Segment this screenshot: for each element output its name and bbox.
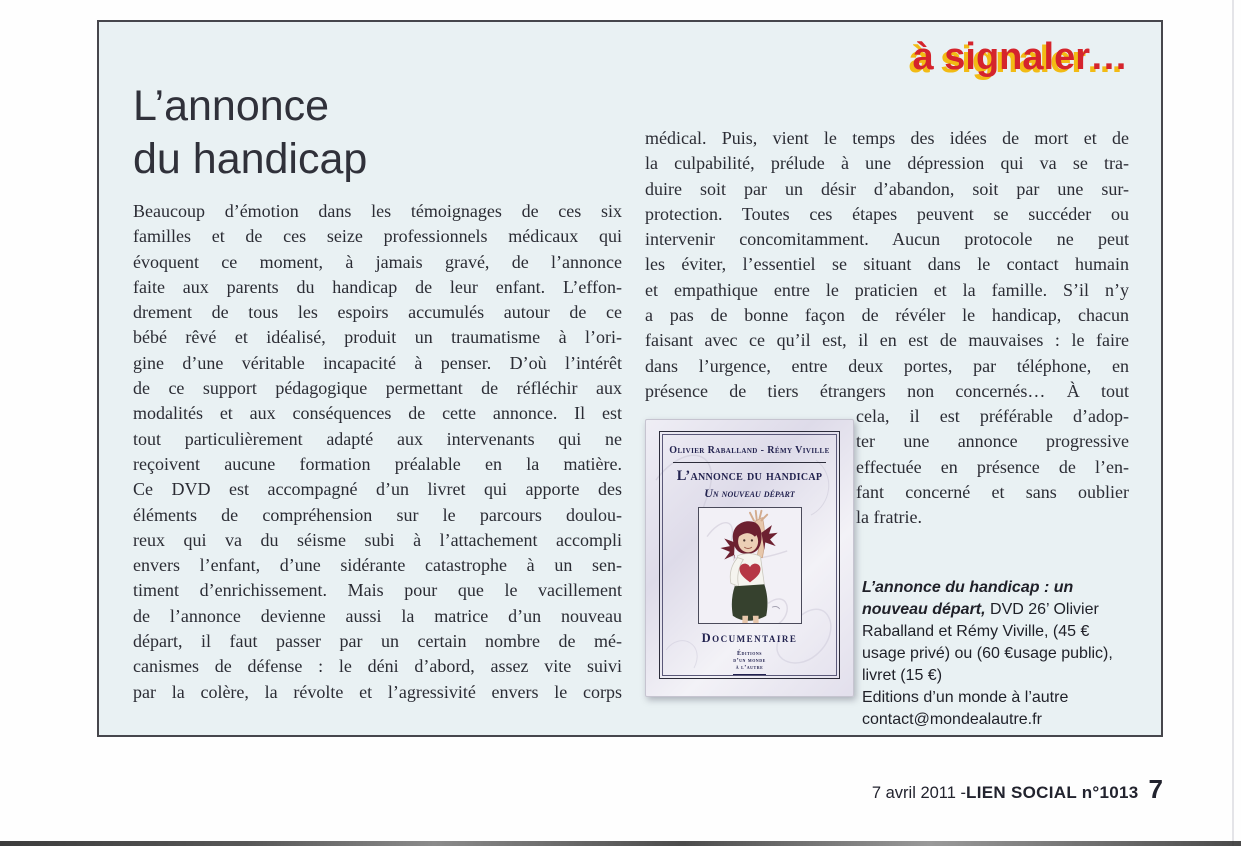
text-line: gine d’une véritable incapacité à penser. D’où l’intérêt xyxy=(133,352,622,373)
text-line: présence de tiers étrangers non concernés… À tout xyxy=(645,380,1129,401)
dvd-rule xyxy=(673,462,825,463)
dvd-genre: Documentaire xyxy=(701,631,798,645)
text-line: et empathique entre le praticien et la famille. S’il n’y xyxy=(645,279,1129,300)
text-line: médical. Puis, vient le temps des idées de mort et de xyxy=(645,128,1129,148)
caption-text xyxy=(862,577,1134,687)
text-line: la fratrie. xyxy=(856,507,922,528)
text-line: la culpabilité, prélude à une dépression qui va se tra- xyxy=(645,153,1129,174)
article-title-line2: du handicap xyxy=(133,135,368,183)
dvd-cover-frame xyxy=(659,431,840,679)
text-line: reçoivent aucune formation préalable en la matière. xyxy=(133,453,622,474)
caption-publisher: Editions d’un monde à l’autre xyxy=(862,689,1069,706)
text-line: familles et de ces seize professionnels médicaux qui xyxy=(133,226,622,247)
article-left-column xyxy=(133,199,622,705)
text-line: par la colère, la révolte et l’agressivité envers le corps xyxy=(133,681,622,702)
dvd-publisher-logo xyxy=(733,651,766,675)
article-title xyxy=(133,80,367,186)
scan-edge-line xyxy=(1232,0,1234,846)
section-label: à signaler… xyxy=(912,36,1128,78)
dvd-publisher-line3: à l’autre xyxy=(735,665,764,671)
scan-bottom-edge xyxy=(0,841,1241,846)
text-line: de l’annonce devienne aussi la matrice d’un nouveau xyxy=(133,605,622,626)
text-line: effectuée en présence de l’en- xyxy=(856,456,1129,477)
dvd-cover xyxy=(645,419,854,697)
text-line: envers l’enfant, d’une sidérante catastrophe à un sen- xyxy=(133,555,622,576)
text-line: bébé rêvé et idéalisé, produit un traumatisme à l’ori- xyxy=(133,327,622,348)
text-line: drement de tous les espoirs accumulés autour de ce xyxy=(133,302,622,323)
text-line: les éviter, l’essentiel se situant dans le contact humain xyxy=(645,254,1129,275)
text-line: cela, il est préférable d’adop- xyxy=(856,406,1129,426)
footer-magazine-issue: LIEN SOCIAL n°1013 xyxy=(966,783,1139,802)
caption-body: DVD 26’ Olivier Raballand et Rémy Viville, (45 € usage privé) ou (60 €usage public), livret (15 €) xyxy=(862,601,1113,684)
text-line: éléments de compréhension sur le parcours doulou- xyxy=(133,504,622,525)
text-line: duire soit par un désir d’abandon, soit par une sur- xyxy=(645,178,1129,199)
text-line: ter une annonce progressive xyxy=(856,431,1129,452)
text-line: reux qui va du séisme subi à l’attachement accompli xyxy=(133,529,622,550)
footer-page-number: 7 xyxy=(1148,774,1163,804)
text-line: Ce DVD est accompagné d’un livret qui apporte des xyxy=(133,479,622,500)
text-line: de ce support pédagogique permettant de réfléchir aux xyxy=(133,378,622,399)
dvd-subtitle: Un nouveau départ xyxy=(704,485,795,500)
text-line: a pas de bonne façon de révéler le handicap, chacun xyxy=(645,305,1129,326)
dvd-publisher-line1: Éditions xyxy=(737,651,762,657)
text-line: évoquent ce moment, à jamais gravé, de l’annonce xyxy=(133,251,622,272)
text-line: canismes de défense : le déni d’abord, assez vite suivi xyxy=(133,656,622,677)
text-line: modalités et aux conséquences de cette annonce. Il est xyxy=(133,403,622,424)
footer-date: 7 avril 2011 - xyxy=(871,784,967,802)
text-line: protection. Toutes ces étapes peuvent se succéder ou xyxy=(645,203,1129,224)
text-line: faite aux parents du handicap de leur enfant. L’effon- xyxy=(133,276,622,297)
text-line: départ, il faut passer par un certain nombre de mé- xyxy=(133,631,622,652)
caption-title: L’annonce du handicap : un nouveau départ, xyxy=(862,579,1074,618)
article-right-column-wrap xyxy=(856,404,1129,530)
dvd-authors: Olivier Raballand - Rémy Viville xyxy=(669,445,830,456)
text-line: timent d’enrichissement. Mais pour que le vacillement xyxy=(133,580,622,601)
dvd-title: L’annonce du handicap xyxy=(676,467,823,484)
text-line: intervenir concomitamment. Aucun protocole ne peut xyxy=(645,229,1129,250)
text-line: dans l’urgence, entre deux portes, par téléphone, en xyxy=(645,355,1129,376)
page-footer xyxy=(872,774,1163,805)
article-title-line1: L’annonce xyxy=(133,82,330,130)
text-line: fant concerné et sans oublier xyxy=(856,481,1129,502)
dvd-publisher-line2: d’un monde xyxy=(733,658,766,664)
dvd-cover-frame-inner xyxy=(662,434,837,676)
text-line: tout particulièrement adapté aux intervenants qui ne xyxy=(133,428,622,449)
caption-email: contact@mondealautre.fr xyxy=(862,711,1042,728)
dvd-caption xyxy=(862,577,1134,731)
text-line: Beaucoup d’émotion dans les témoignages de ces six xyxy=(133,201,622,221)
article-right-column xyxy=(645,126,1129,404)
text-line: faisant avec ce qu’il est, il en est de mauvaises : le faire xyxy=(645,330,1129,351)
dvd-cover-illustration xyxy=(698,507,802,624)
